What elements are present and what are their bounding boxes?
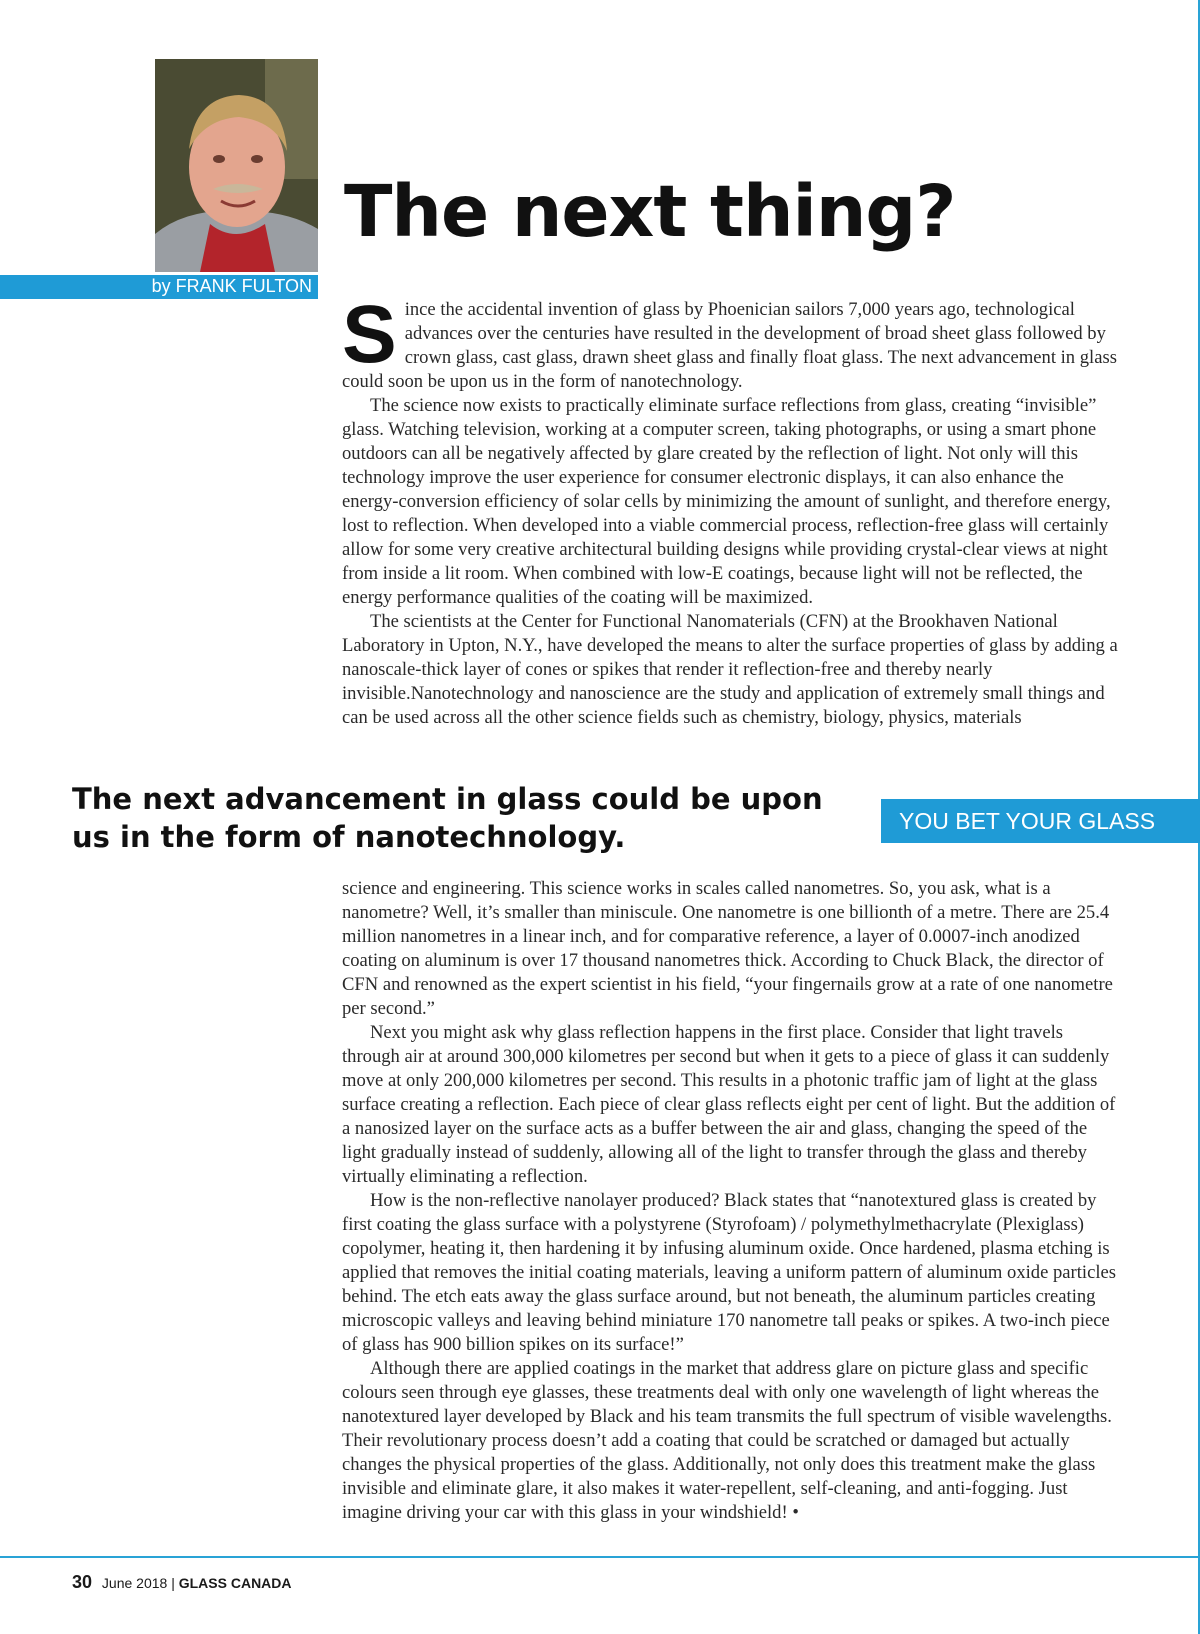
drop-cap: S (342, 298, 397, 380)
section-label: YOU BET YOUR GLASS (899, 808, 1156, 834)
article-body-bottom (342, 877, 1124, 1537)
page-footer (72, 1572, 292, 1593)
magazine-name: GLASS CANADA (178, 1575, 292, 1591)
author-photo (155, 59, 318, 272)
issue-date: June 2018 | (101, 1575, 175, 1591)
footer-rule (0, 1556, 1200, 1558)
author-portrait-illustration (155, 59, 318, 272)
article-paragraph: Although there are applied coatings in the market that address glare on picture glass and specific colours seen through eye glasses, these treatments deal with only one wavelength of light whereas the nanotextured layer developed by Black and his team transmits the full spectrum of visible wavelengths. Their revolutionary process doesn’t add a coating that could be scratched or damaged but actually changes the physical properties of the glass. Additionally, not only does this treatment make the glass invisible and eliminate glare, it also makes it water-repellent, self-cleaning, and anti-fogging. Just imagine driving your car with this glass in your windshield! • (342, 1358, 1112, 1523)
article-paragraph: The science now exists to practically eliminate surface reflections from glass, creating “invisible” glass. Watching television, working at a computer screen, taking photographs, or using a smart phone outdoors can all be negatively affected by glare created by the reflection of light. Not only will this technology improve the user experience for consumer electronic displays, it can also enhance the energy-conversion efficiency of solar cells by minimizing the amount of sunlight, and therefore energy, lost to reflection. When developed into a viable commercial process, reflection-free glass will certainly allow for some very creative architectural building designs while providing crystal-clear views at night from inside a lit room. When combined with low-E coatings, because light will not be reflected, the energy performance qualities of the coating will be maximized. (342, 395, 1111, 608)
pull-quote: The next advancement in glass could be upon us in the form of nanotechnology. (72, 782, 823, 854)
article-paragraph: science and engineering. This science works in scales called nanometres. So, you ask, what is a nanometre? Well, it’s smaller than miniscule. One nanometre is one billionth of a metre. There are 25.4 million nanometres in a linear inch, and for comparative reference, a layer of 0.0007-inch anodized coating on aluminum is over 17 thousand nanometres thick. According to Chuck Black, the director of CFN and renowned as the expert scientist in his field, “your fingernails grow at a rate of one nanometre per second.” (342, 878, 1113, 1019)
article-title: The next thing? (344, 170, 956, 253)
article-body-top (342, 298, 1124, 754)
article-paragraph: Next you might ask why glass reflection happens in the first place. Consider that light travels through air at around 300,000 kilometres per second but when it gets to a piece of glass it can suddenly move at only 200,000 kilometres per second. This results in a photonic traffic jam of light at the glass surface creating a reflection. Each piece of clear glass reflects eight per cent of light. But the addition of a nanosized layer on the surface acts as a buffer between the air and glass, changing the speed of the light gradually instead of suddenly, allowing all of the light to transfer through the glass and thereby virtually eliminating a reflection. (342, 1022, 1116, 1187)
section-banner (881, 799, 1200, 843)
paragraph-text: ince the accidental invention of glass by Phoenician sailors 7,000 years ago, technological advances over the centuries have resulted in the development of broad sheet glass followed by crown glass, cast glass, drawn sheet glass and finally float glass. The next advancement in glass could soon be upon us in the form of nanotechnology. (342, 299, 1117, 392)
article-paragraph: The scientists at the Center for Functional Nanomaterials (CFN) at the Brookhaven National Laboratory in Upton, N.Y., have developed the means to alter the surface properties of glass by adding a nanoscale-thick layer of cones or spikes that render it reflection-free and thereby nearly invisible.Nanotechnology and nanoscience are the study and application of extremely small things and can be used across all the other science fields such as chemistry, biology, physics, materials (342, 611, 1118, 728)
byline-bar (0, 275, 318, 299)
page-number: 30 (72, 1572, 93, 1592)
author-byline: by FRANK FULTON (151, 276, 312, 296)
article-paragraph: How is the non-reflective nanolayer produced? Black states that “nanotextured glass is created by first coating the glass surface with a polystyrene (Styrofoam) / polymethylmethacrylate (Plexiglass) copolymer, heating it, then hardening it by infusing aluminum oxide. Once hardened, plasma etching is applied that removes the initial coating materials, leaving a uniform pattern of aluminum oxide particles behind. The etch eats away the glass surface around, but not beneath, the aluminum particles creating microscopic valleys and leaving behind miniature 170 nanometre tall peaks or spikes. A two-inch piece of glass has 900 billion spikes on its surface!” (342, 1190, 1116, 1355)
article-paragraph (342, 298, 1124, 394)
